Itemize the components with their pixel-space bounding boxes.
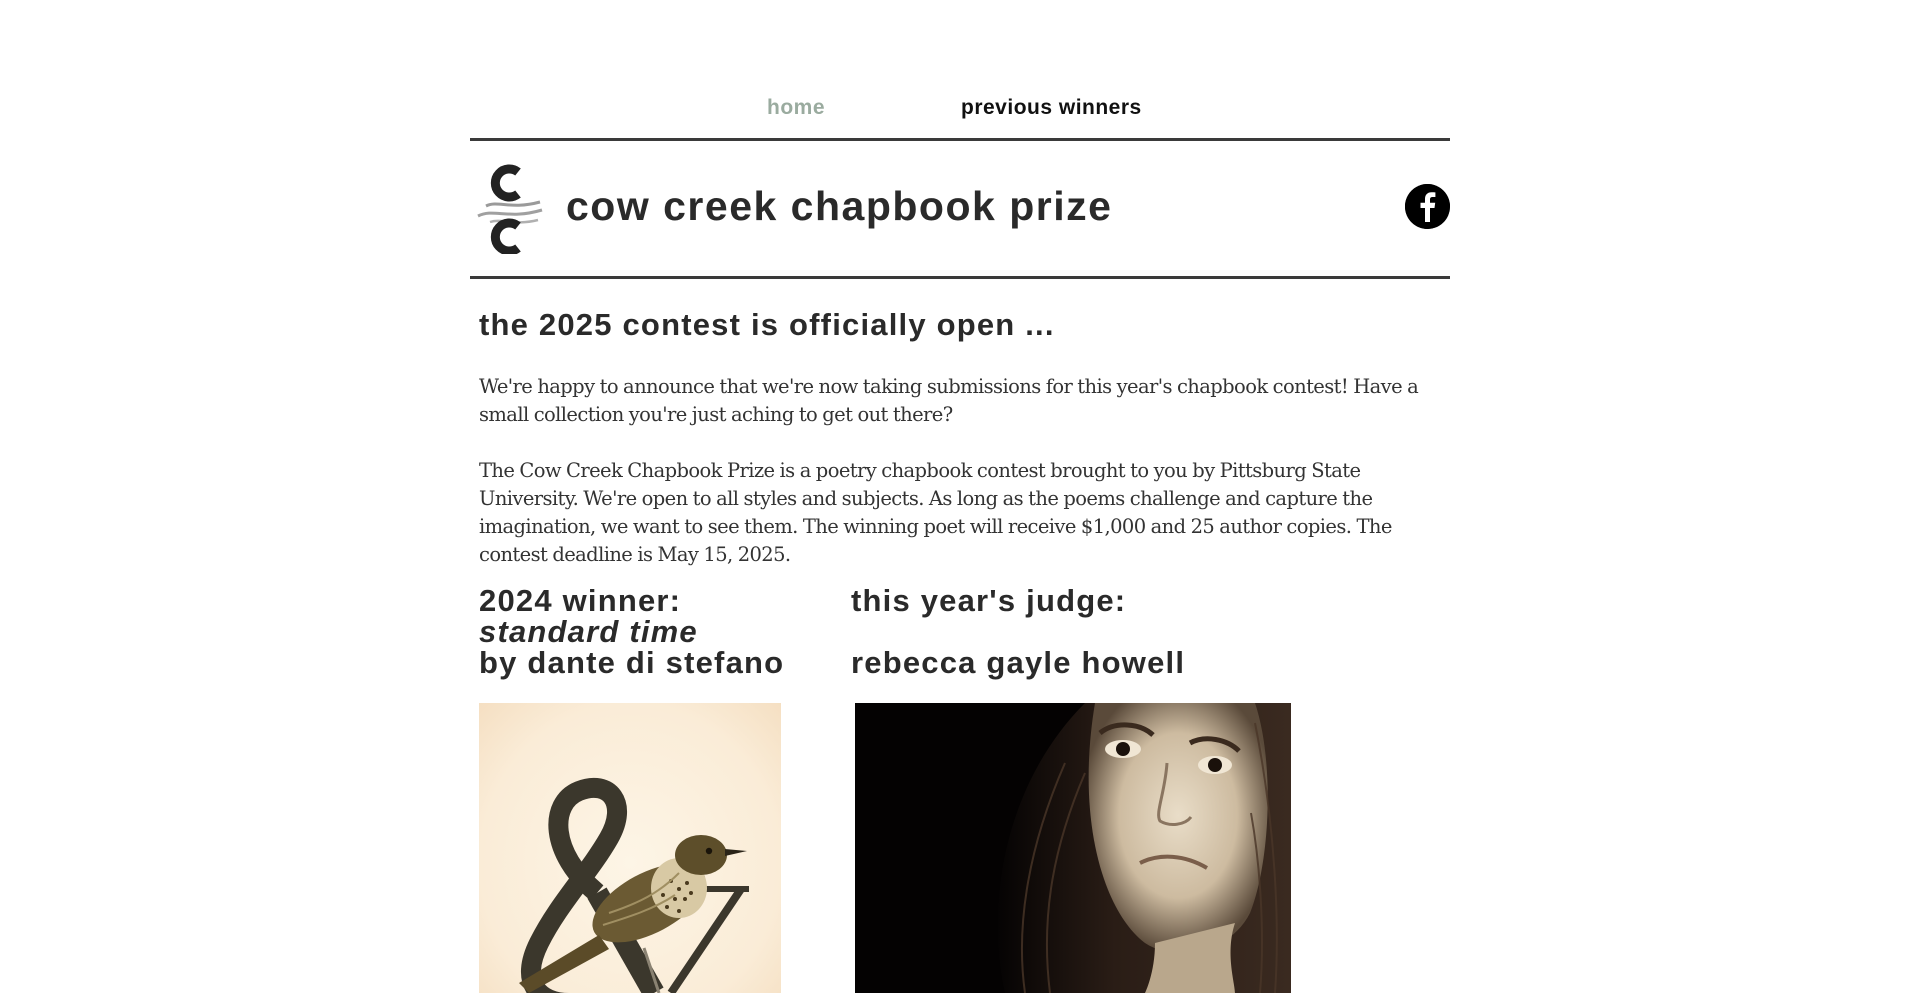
contest-details-paragraph: The Cow Creek Chapbook Prize is a poetry chapbook contest brought to you by Pittsburg State University. We're open to all styles and subjects. As long as the poems challenge and capture the imagination, we want to see them. The winning poet will receive $1,000 and 25 author copies. The contest deadline is May 15, 2025. (479, 459, 1392, 566)
winner-book-title: standard time (479, 614, 698, 649)
contest-headline: the 2025 contest is officially open ... (479, 307, 1055, 342)
facebook-link[interactable] (1405, 184, 1450, 229)
header-top-rule (470, 138, 1450, 141)
facebook-icon (1405, 184, 1450, 229)
intro-paragraph: We're happy to announce that we're now taking submissions for this year's chapbook contest! Have a small collection you're just aching to get out there? (479, 375, 1419, 426)
winner-heading (479, 585, 784, 678)
nav-home-link[interactable]: home (767, 96, 826, 119)
winner-author: by dante di stefano (479, 645, 785, 680)
winner-book-cover-image[interactable] (479, 703, 781, 993)
judge-name: rebecca gayle howell (851, 645, 1186, 680)
cow-creek-logo-icon (474, 162, 548, 254)
header-bottom-rule (470, 276, 1450, 279)
judge-portrait-image[interactable] (855, 703, 1291, 993)
judge-heading (851, 585, 1185, 678)
judge-label: this year's judge: (851, 583, 1127, 618)
winner-label: 2024 winner: (479, 583, 682, 618)
main-nav (0, 96, 1920, 126)
site-title: cow creek chapbook prize (566, 183, 1113, 229)
nav-previous-winners-link[interactable]: previous winners (961, 96, 1142, 119)
